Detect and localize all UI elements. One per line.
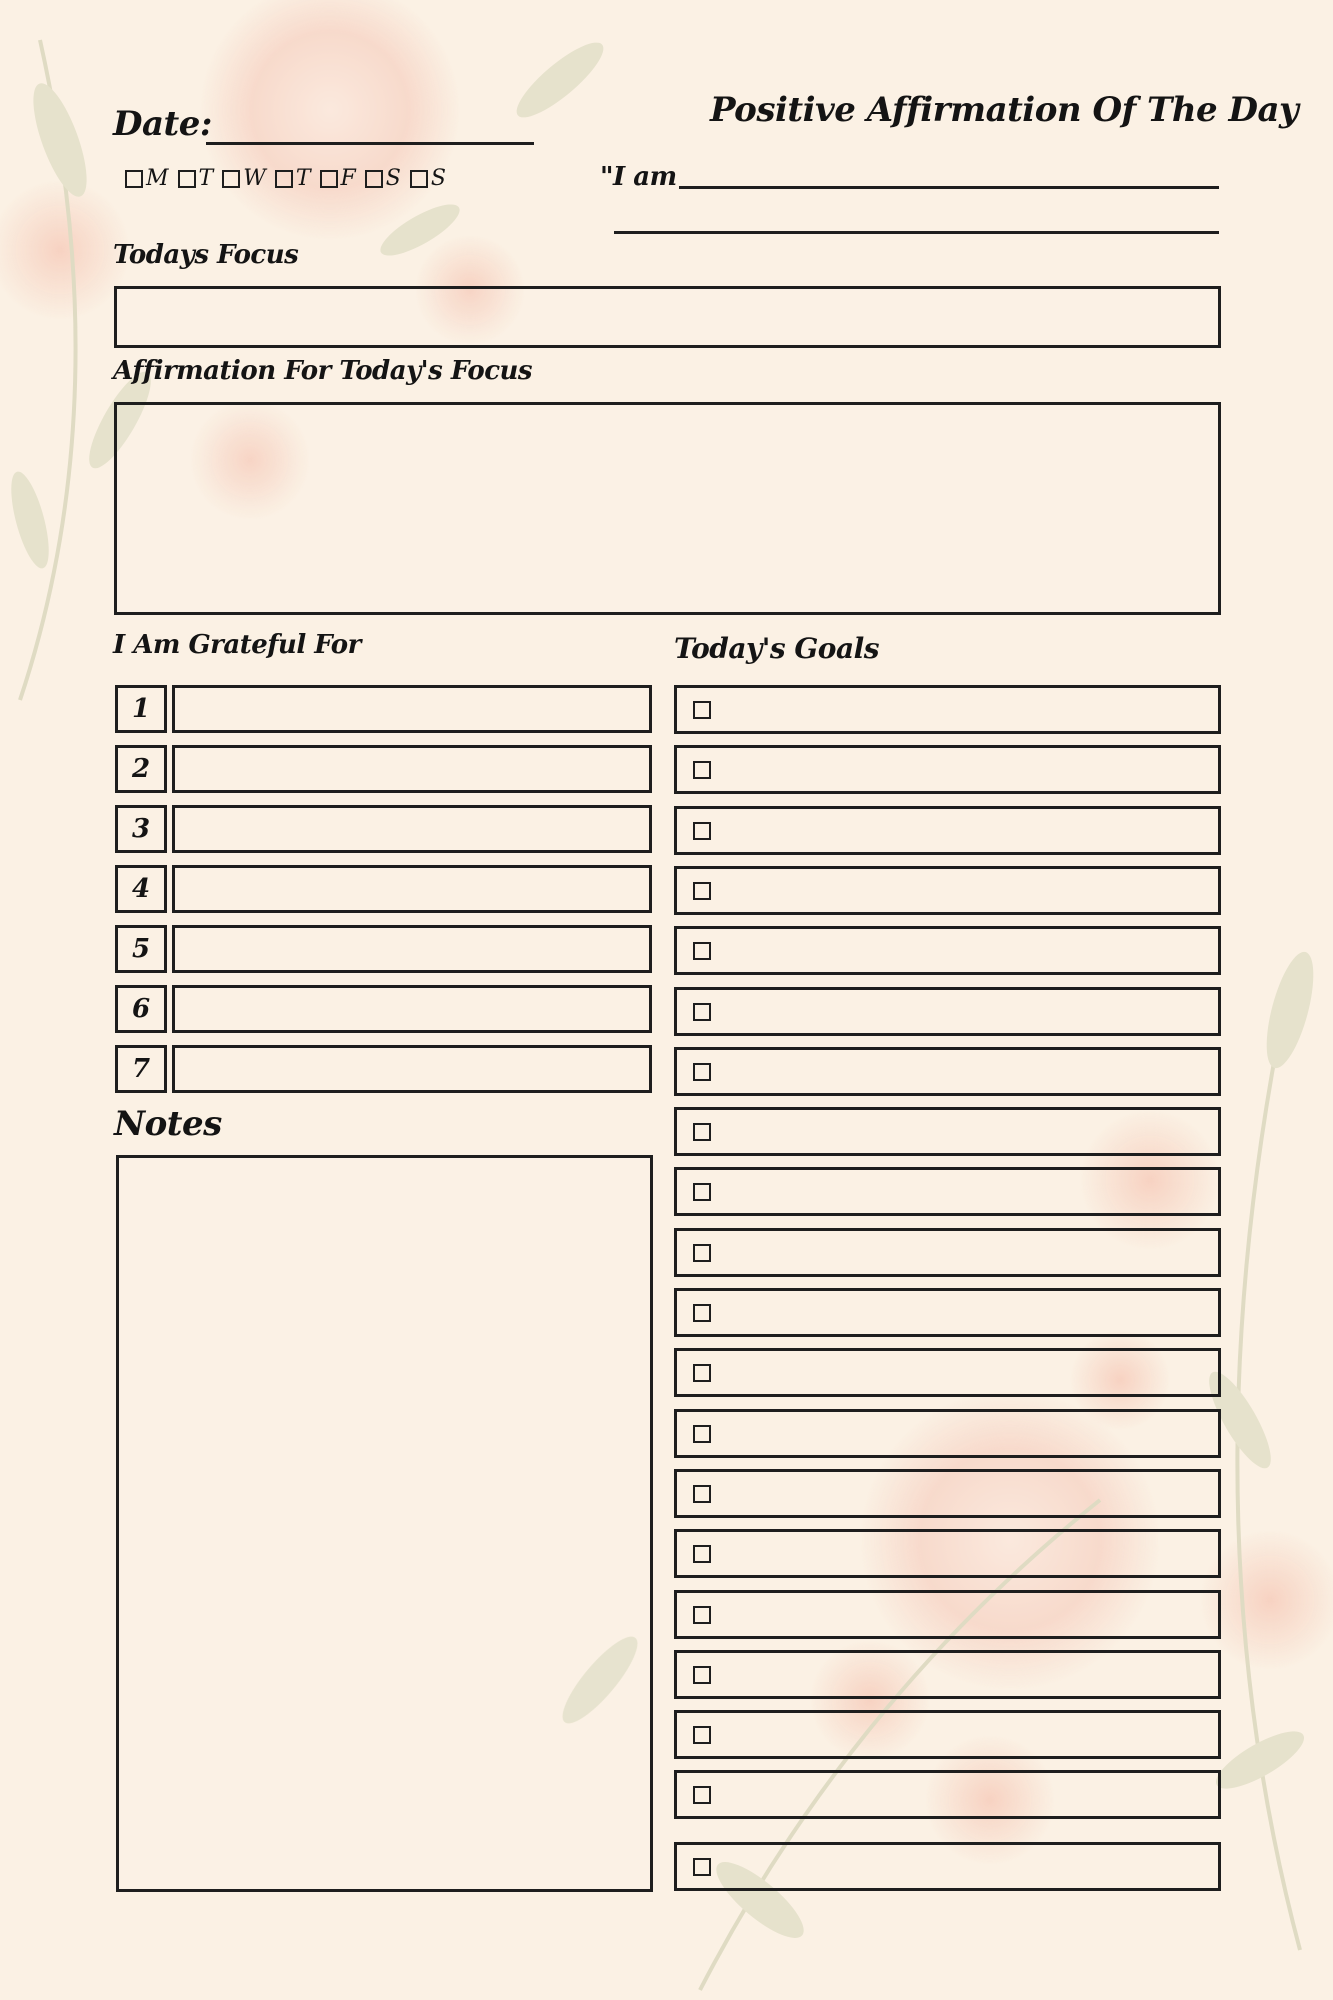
- grateful-number: 6: [115, 985, 167, 1033]
- checkbox-icon[interactable]: [693, 1123, 711, 1141]
- checkbox-icon[interactable]: [693, 1485, 711, 1503]
- checkbox-icon[interactable]: [693, 1545, 711, 1563]
- day-letter: S: [430, 166, 446, 191]
- goal-row[interactable]: [674, 1107, 1221, 1156]
- goal-row[interactable]: [674, 987, 1221, 1036]
- goal-row[interactable]: [674, 1469, 1221, 1518]
- i-am-label: "I am: [600, 162, 677, 192]
- checkbox-icon[interactable]: [693, 1304, 711, 1322]
- day-option[interactable]: [275, 166, 311, 191]
- goal-row[interactable]: [674, 1288, 1221, 1337]
- weekday-selector: [125, 166, 446, 191]
- grateful-field[interactable]: [172, 865, 652, 913]
- checkbox-icon: [410, 170, 428, 188]
- grateful-field[interactable]: [172, 805, 652, 853]
- goal-row[interactable]: [674, 1047, 1221, 1096]
- goal-row[interactable]: [674, 1228, 1221, 1277]
- day-letter: S: [385, 166, 401, 191]
- grateful-number: 7: [115, 1045, 167, 1093]
- date-label: Date:: [113, 104, 212, 144]
- goal-row[interactable]: [674, 806, 1221, 855]
- checkbox-icon[interactable]: [693, 1666, 711, 1684]
- day-letter: T: [198, 166, 214, 191]
- checkbox-icon[interactable]: [693, 761, 711, 779]
- checkbox-icon[interactable]: [693, 701, 711, 719]
- goal-row[interactable]: [674, 1348, 1221, 1397]
- affirmation-label: Affirmation For Today's Focus: [113, 356, 533, 386]
- checkbox-icon[interactable]: [693, 882, 711, 900]
- page-title: Positive Affirmation Of The Day: [710, 90, 1299, 130]
- checkbox-icon[interactable]: [693, 1858, 711, 1876]
- checkbox-icon: [275, 170, 293, 188]
- day-option[interactable]: [125, 166, 169, 191]
- i-am-line-2[interactable]: [614, 231, 1219, 234]
- checkbox-icon: [125, 170, 143, 188]
- todays-focus-field[interactable]: [114, 286, 1221, 348]
- checkbox-icon: [178, 170, 196, 188]
- checkbox-icon[interactable]: [693, 1364, 711, 1382]
- goal-row[interactable]: [674, 685, 1221, 734]
- grateful-number: 5: [115, 925, 167, 973]
- day-option[interactable]: [178, 166, 214, 191]
- notes-label: Notes: [114, 1104, 222, 1144]
- checkbox-icon: [365, 170, 383, 188]
- grateful-label: I Am Grateful For: [113, 630, 361, 660]
- goal-row[interactable]: [674, 1409, 1221, 1458]
- checkbox-icon[interactable]: [693, 1606, 711, 1624]
- goal-row[interactable]: [674, 1650, 1221, 1699]
- grateful-field[interactable]: [172, 925, 652, 973]
- date-field[interactable]: [206, 142, 534, 145]
- grateful-number: 4: [115, 865, 167, 913]
- checkbox-icon[interactable]: [693, 1786, 711, 1804]
- i-am-line-1[interactable]: [679, 186, 1219, 189]
- day-letter: F: [340, 166, 356, 191]
- checkbox-icon[interactable]: [693, 822, 711, 840]
- checkbox-icon: [320, 170, 338, 188]
- checkbox-icon[interactable]: [693, 1726, 711, 1744]
- goal-row[interactable]: [674, 745, 1221, 794]
- notes-field[interactable]: [116, 1155, 653, 1892]
- grateful-field[interactable]: [172, 985, 652, 1033]
- checkbox-icon[interactable]: [693, 1244, 711, 1262]
- grateful-number: 1: [115, 685, 167, 733]
- day-option[interactable]: [320, 166, 356, 191]
- day-option[interactable]: [410, 166, 446, 191]
- checkbox-icon[interactable]: [693, 1003, 711, 1021]
- checkbox-icon[interactable]: [693, 1063, 711, 1081]
- goal-row[interactable]: [674, 1590, 1221, 1639]
- day-option[interactable]: [365, 166, 401, 191]
- affirmation-field[interactable]: [114, 402, 1221, 615]
- goal-row[interactable]: [674, 866, 1221, 915]
- day-letter: M: [146, 166, 169, 191]
- day-letter: T: [295, 166, 311, 191]
- grateful-field[interactable]: [172, 1045, 652, 1093]
- grateful-field[interactable]: [172, 745, 652, 793]
- todays-focus-label: Todays Focus: [113, 240, 299, 270]
- goal-row[interactable]: [674, 1770, 1221, 1819]
- goal-row[interactable]: [674, 1842, 1221, 1891]
- goal-row[interactable]: [674, 1167, 1221, 1216]
- day-option[interactable]: [222, 166, 266, 191]
- grateful-number: 2: [115, 745, 167, 793]
- checkbox-icon[interactable]: [693, 1183, 711, 1201]
- goals-label: Today's Goals: [674, 632, 880, 665]
- day-letter: W: [243, 166, 266, 191]
- goal-row[interactable]: [674, 1710, 1221, 1759]
- grateful-number: 3: [115, 805, 167, 853]
- checkbox-icon: [222, 170, 240, 188]
- goal-row[interactable]: [674, 926, 1221, 975]
- checkbox-icon[interactable]: [693, 1425, 711, 1443]
- grateful-field[interactable]: [172, 685, 652, 733]
- checkbox-icon[interactable]: [693, 942, 711, 960]
- goal-row[interactable]: [674, 1529, 1221, 1578]
